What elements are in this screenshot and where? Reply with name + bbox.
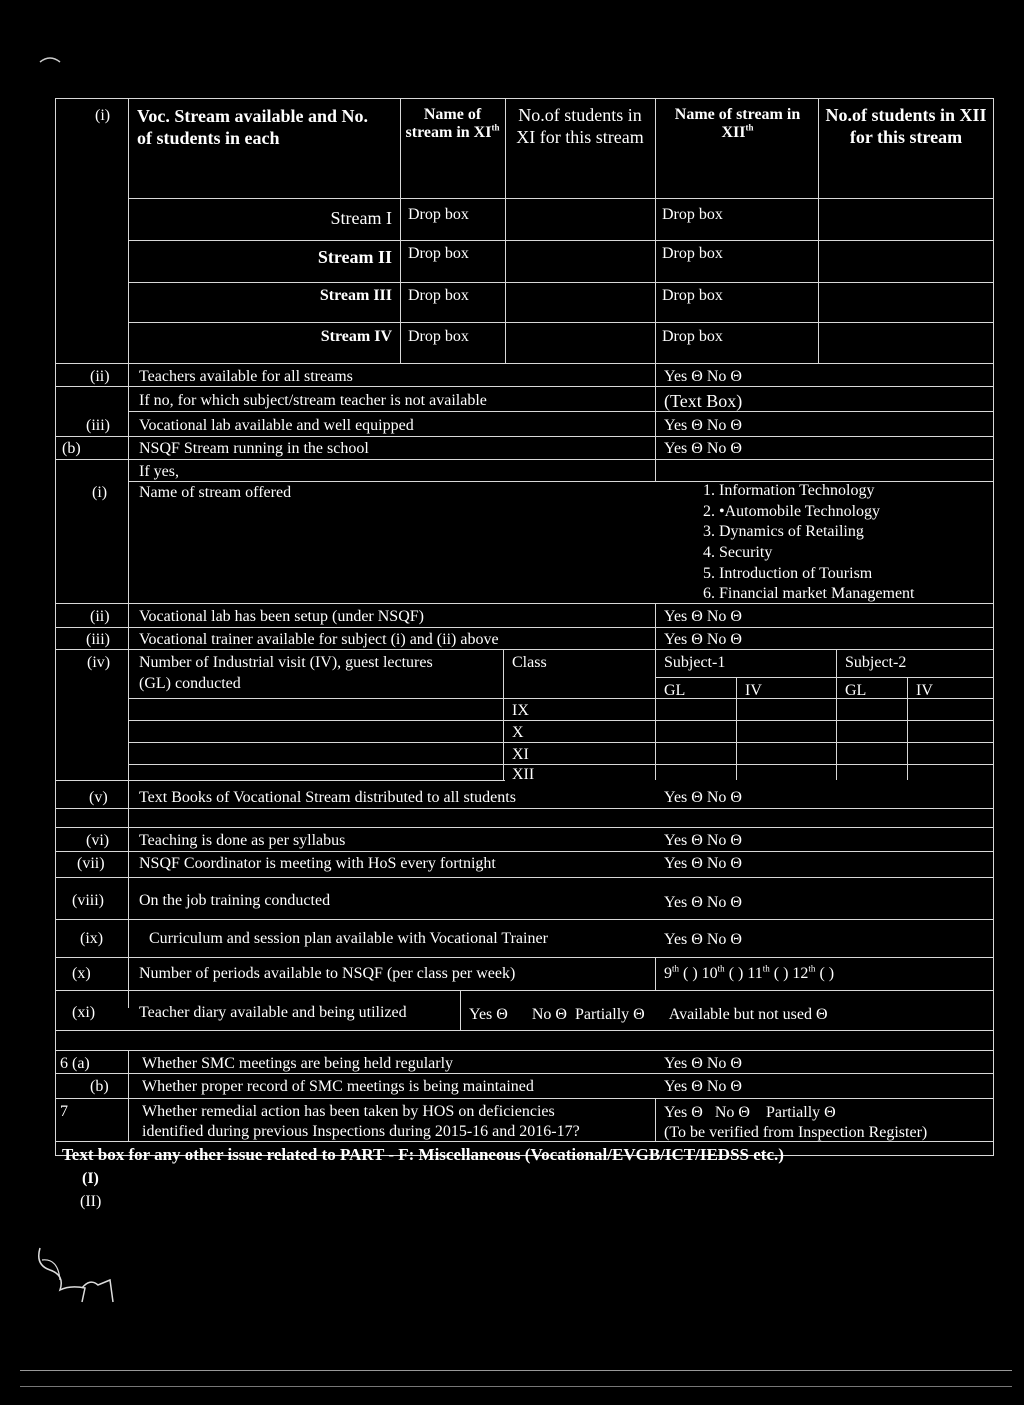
job-training-options[interactable]: Yes Θ No Θ [664, 894, 742, 911]
nsqf-running-options[interactable]: Yes Θ No Θ [664, 440, 742, 457]
coordinator-label: NSQF Coordinator is meeting with HoS every fortnight [139, 855, 496, 872]
syllabus-options[interactable]: Yes Θ No Θ [664, 832, 742, 849]
header-name-xii-sup: th [745, 122, 754, 133]
misc-item-1[interactable]: (I) [82, 1170, 99, 1187]
stream-label-1: Stream I [330, 208, 392, 228]
dropbox-xi-2[interactable]: Drop box [408, 245, 469, 262]
voc-lab-options[interactable]: Yes Θ No Θ [664, 417, 742, 434]
teachers-available-label: Teachers available for all streams [139, 368, 353, 385]
dropbox-xi-4[interactable]: Drop box [408, 328, 469, 345]
class-ix: IX [512, 702, 529, 719]
remedial-options[interactable]: Yes Θ No Θ Partially Θ [664, 1104, 836, 1121]
syllabus-label: Teaching is done as per syllabus [139, 832, 346, 849]
row-number-x: (x) [72, 965, 91, 982]
stream-offered-item: 5. Introduction of Tourism [703, 564, 873, 582]
remedial-label-line1: Whether remedial action has been taken by HOS on deficiencies [142, 1103, 555, 1120]
class-x: X [512, 724, 524, 741]
corner-mark [38, 54, 62, 64]
teacher-missing-textbox[interactable]: (Text Box) [664, 391, 743, 411]
row-number-7: 7 [60, 1103, 68, 1120]
subj2-iv-header: IV [916, 682, 933, 699]
header-name-xi-sup: th [491, 122, 500, 133]
periods-part: ( ) 10 [679, 965, 718, 982]
remedial-note: (To be verified from Inspection Register) [664, 1124, 928, 1141]
teacher-diary-options[interactable]: Yes Θ No Θ Partially Θ Available but not used Θ [469, 1006, 828, 1023]
nsqf-running-label: NSQF Stream running in the school [139, 440, 369, 457]
subj2-gl-header: GL [845, 682, 867, 699]
streams-offered-list [703, 482, 914, 606]
class-header: Class [512, 654, 547, 671]
misc-item-2[interactable]: (II) [80, 1193, 102, 1210]
dropbox-xii-1[interactable]: Drop box [662, 206, 723, 223]
if-yes-label: If yes, [139, 463, 179, 480]
dropbox-xii-3[interactable]: Drop box [662, 287, 723, 304]
subject-2-header: Subject-2 [845, 654, 907, 671]
row-number-xi: (xi) [72, 1004, 96, 1021]
job-training-label: On the job training conducted [139, 892, 331, 909]
row-number-i-2: (i) [92, 484, 108, 501]
textbooks-options[interactable]: Yes Θ No Θ [664, 789, 742, 806]
row-number-ix: (ix) [80, 930, 104, 947]
subj1-gl-header: GL [664, 682, 686, 699]
lab-setup-options[interactable]: Yes Θ No Θ [664, 608, 742, 625]
teachers-available-options[interactable]: Yes Θ No Θ [664, 368, 742, 385]
row-number-iii: (iii) [86, 417, 110, 434]
row-number-i: (i) [95, 107, 111, 124]
textbooks-label: Text Books of Vocational Stream distributed to all students [139, 789, 516, 806]
periods-label: Number of periods available to NSQF (per class per week) [139, 965, 516, 982]
voc-trainer-label: Vocational trainer available for subject (i) and (ii) above [139, 631, 499, 648]
subject-1-header: Subject-1 [664, 654, 726, 671]
header-name-xii-text: Name of stream in XII [674, 106, 801, 141]
visits-label-line2: (GL) conducted [139, 675, 241, 692]
stream-offered-item: 3. Dynamics of Retailing [703, 523, 864, 541]
periods-answer[interactable] [664, 965, 834, 983]
row-number-iii-2: (iii) [86, 631, 110, 648]
header-name-xi-text: Name of stream in XI [405, 106, 492, 141]
periods-sup: th [762, 963, 770, 974]
dropbox-xi-3[interactable]: Drop box [408, 287, 469, 304]
curriculum-label: Curriculum and session plan available with Vocational Trainer [149, 930, 548, 947]
class-xi: XI [512, 746, 529, 763]
remedial-label-line2: identified during previous Inspections during 2015-16 and 2016-17? [142, 1123, 580, 1140]
bottom-rule-2 [20, 1386, 1012, 1387]
periods-sup: th [808, 963, 816, 974]
row-number-v: (v) [89, 789, 108, 806]
row-number-ii-2: (ii) [90, 608, 110, 625]
periods-sup: th [717, 963, 725, 974]
stream-offered-item: 2. •Automobile Technology [703, 502, 881, 520]
smc-record-options[interactable]: Yes Θ No Θ [664, 1078, 742, 1095]
stream-offered-item: 4. Security [703, 544, 773, 562]
row-number-vii: (vii) [77, 855, 105, 872]
row-number-ii: (ii) [90, 368, 110, 385]
teacher-diary-label: Teacher diary available and being utilized [139, 1004, 407, 1021]
row-number-viii: (viii) [72, 892, 104, 909]
header-no-xii: No.of students in XII for this stream [825, 105, 987, 147]
visits-label-line1: Number of Industrial visit (IV), guest lectures [139, 654, 433, 671]
periods-sup: th [672, 963, 680, 974]
stream-label-4: Stream IV [320, 328, 392, 345]
class-xii: XII [512, 766, 535, 783]
coordinator-options[interactable]: Yes Θ No Θ [664, 855, 742, 872]
periods-part: ( ) [815, 965, 835, 982]
teacher-missing-label: If no, for which subject/stream teacher is not available [139, 392, 487, 409]
row-number-vi: (vi) [86, 832, 110, 849]
smc-meetings-options[interactable]: Yes Θ No Θ [664, 1055, 742, 1072]
lab-setup-label: Vocational lab has been setup (under NSQF) [139, 608, 424, 625]
dropbox-xii-4[interactable]: Drop box [662, 328, 723, 345]
voc-lab-label: Vocational lab available and well equipped [139, 417, 414, 434]
row-number-6b: (b) [90, 1078, 109, 1095]
stream-label-2: Stream II [317, 247, 392, 267]
row-number-b: (b) [62, 440, 81, 457]
row-number-6a: 6 (a) [60, 1055, 90, 1072]
stream-offered-item: 6. Financial market Management [703, 585, 915, 603]
header-name-xi [405, 106, 500, 142]
stream-offered-label: Name of stream offered [139, 484, 292, 501]
dropbox-xi-1[interactable]: Drop box [408, 206, 469, 223]
misc-textbox-title: Text box for any other issue related to PART - F: Miscellaneous (Vocational/EVGB/ICT/IEDSS etc.) [62, 1145, 784, 1164]
row-number-iv: (iv) [87, 654, 111, 671]
signature [30, 1240, 120, 1310]
smc-meetings-label: Whether SMC meetings are being held regularly [142, 1055, 454, 1072]
voc-trainer-options[interactable]: Yes Θ No Θ [664, 631, 742, 648]
header-no-xi: No.of students in XI for this stream [516, 105, 644, 147]
header-name-xii [660, 106, 815, 142]
dropbox-xii-2[interactable]: Drop box [662, 245, 723, 262]
bottom-rule [20, 1370, 1012, 1371]
periods-part: ( ) 12 [769, 965, 809, 982]
subj1-iv-header: IV [745, 682, 762, 699]
voc-stream-title: Voc. Stream available and No. of students in each [137, 106, 369, 148]
smc-record-label: Whether proper record of SMC meetings is being maintained [142, 1078, 534, 1095]
periods-part: 9 [664, 965, 672, 982]
periods-part: ( ) 11 [724, 965, 763, 982]
curriculum-options[interactable]: Yes Θ No Θ [664, 931, 742, 948]
stream-label-3: Stream III [319, 287, 392, 304]
stream-offered-item: 1. Information Technology [703, 482, 875, 499]
